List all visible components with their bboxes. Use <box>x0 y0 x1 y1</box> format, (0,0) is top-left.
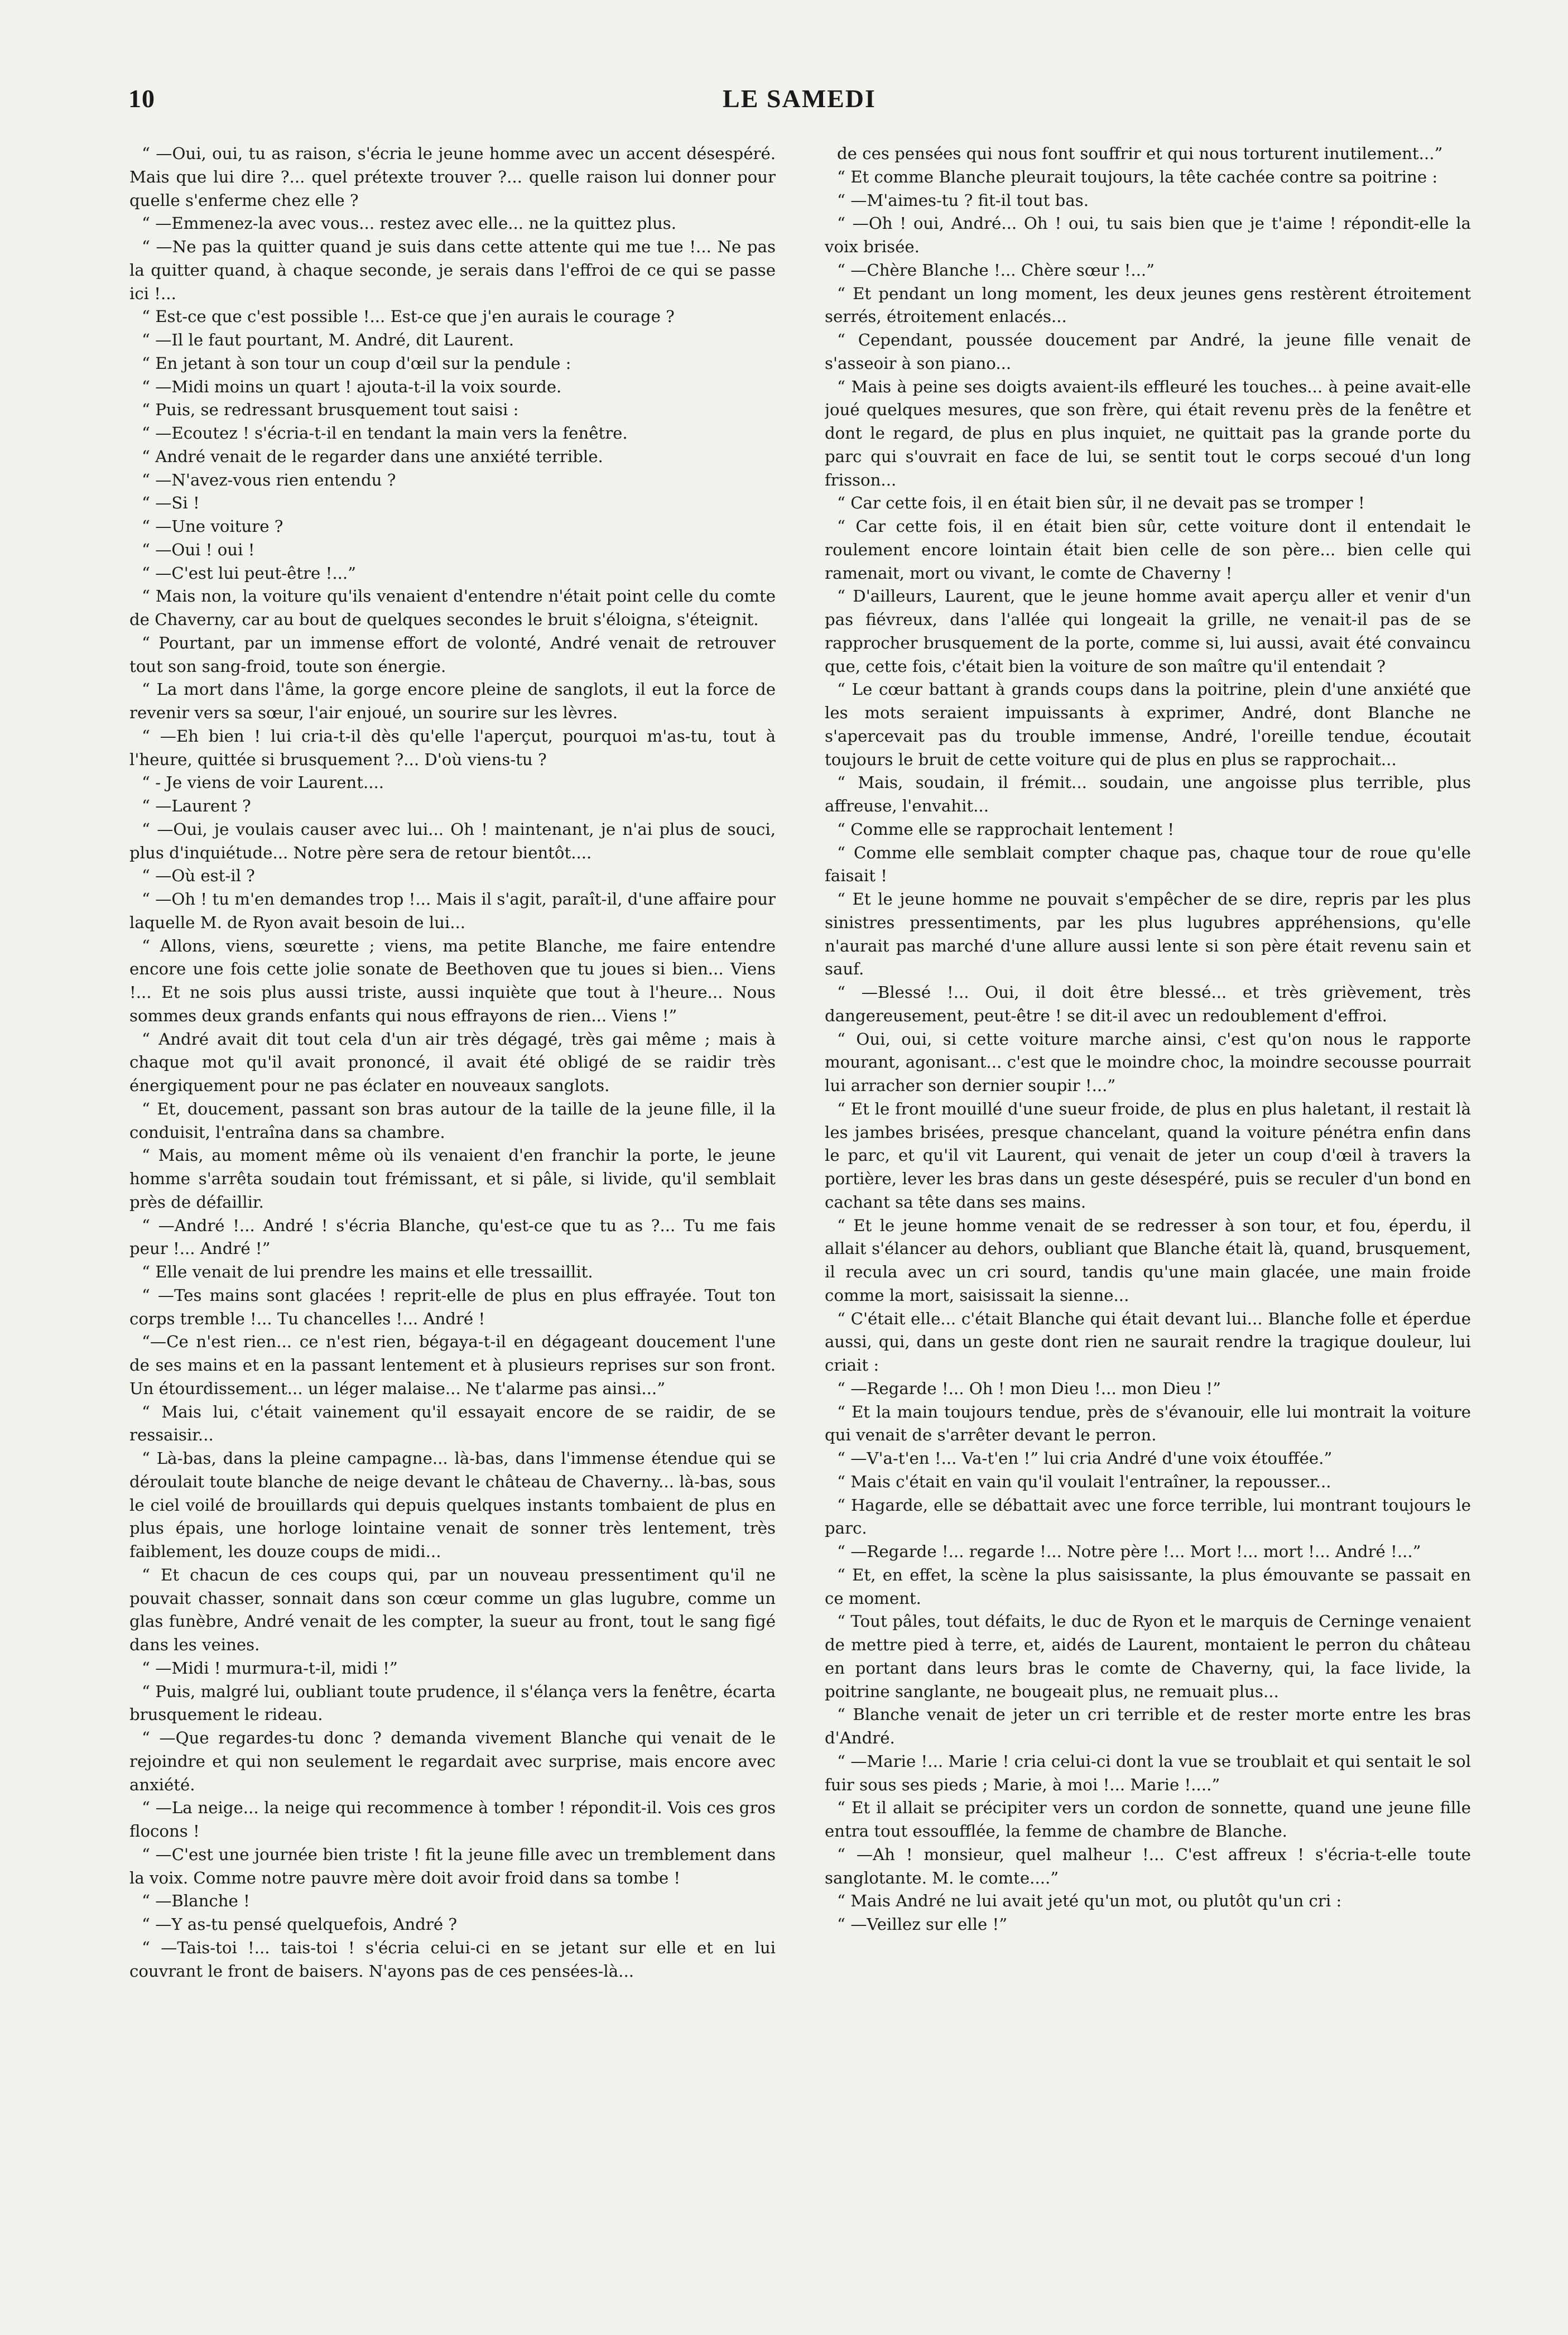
paragraph: “ —André !... André ! s'écria Blanche, qu'est-ce que tu as ?... Tu me fais peur !... André !” <box>129 1215 776 1258</box>
page-header <box>128 84 1470 112</box>
paragraph: “ —Oh ! tu m'en demandes trop !... Mais il s'agit, paraît-il, d'une affaire pour laquelle M. de Ryon avait besoin de lui... <box>129 890 776 932</box>
paragraph: “ Mais non, la voiture qu'ils venaient d'entendre n'était point celle du comte de Chaverny, car au bout de quelques secondes le bruit s'éloigna, s'éteignit. <box>129 587 776 629</box>
paragraph: “ Comme elle semblait compter chaque pas, chaque tour de roue qu'elle faisait ! <box>825 843 1471 886</box>
paragraph: “ —Midi moins un quart ! ajouta-t-il la voix sourde. <box>142 377 562 396</box>
paragraph: “ Comme elle se rapprochait lentement ! <box>837 819 1175 839</box>
paragraph: “ André avait dit tout cela d'un air très dégagé, très gai même ; mais à chaque mot qu'il avait prononcé, il avait été obligé de se raidir très énergiquement pour ne pas éclater en nouveaux sanglots. <box>129 1029 776 1095</box>
paragraph: “ —Si ! <box>142 493 200 513</box>
paragraph: “ —Où est-il ? <box>142 866 255 886</box>
paragraph: “ —Ah ! monsieur, quel malheur !... C'est affreux ! s'écria-t-elle toute sanglotante. M. le comte....” <box>825 1844 1471 1887</box>
paragraph: “ —Oui ! oui ! <box>142 540 255 559</box>
paragraph: “ Et pendant un long moment, les deux jeunes gens restèrent étroitement serrés, étroitement enlacés... <box>825 284 1471 326</box>
paragraph: “ —Blanche ! <box>142 1891 250 1911</box>
paragraph: “ —Tes mains sont glacées ! reprit-elle de plus en plus effrayée. Tout ton corps tremble !... Tu chancelles !... André ! <box>129 1285 776 1328</box>
paragraph: “ —Eh bien ! lui cria-t-il dès qu'elle l'aperçut, pourquoi m'as-tu, tout à l'heure, quittée si brusquement ?... D'où viens-tu ? <box>129 726 776 769</box>
paragraph: “ —Chère Blanche !... Chère sœur !...” <box>837 260 1155 280</box>
paragraph: “ Hagarde, elle se débattait avec une force terrible, lui montrant toujours le parc. <box>825 1495 1471 1538</box>
paragraph: “ Et la main toujours tendue, près de s'évanouir, elle lui montrait la voiture qui venait de s'arrêter devant le perron. <box>825 1402 1471 1445</box>
paragraph: “ Allons, viens, sœurette ; viens, ma petite Blanche, me faire entendre encore une fois cette jolie sonate de Beethoven que tu joues si bien... Viens !... Et ne sois plus aussi triste, aussi inquiète que tout à l'heure... Nous sommes deux grands enfants qui nous effrayons de rien... Viens !” <box>129 936 776 1025</box>
paragraph: “ Et chacun de ces coups qui, par un nouveau pressentiment qu'il ne pouvait chasser, sonnait dans son cœur comme un glas lugubre, comme un glas funèbre, André venait de les compter, la sueur au front, tout le sang figé dans les veines. <box>129 1565 776 1654</box>
paragraph: “ —Ecoutez ! s'écria-t-il en tendant la main vers la fenêtre. <box>142 424 628 443</box>
paragraph: “ —Oui, oui, tu as raison, s'écria le jeune homme avec un accent désespéré. Mais que lui dire ?... quel prétexte trouver ?... quelle raison lui donner pour quelle s'enferme chez elle ? <box>129 144 776 210</box>
paragraph: “ —Que regardes-tu donc ? demanda vivement Blanche qui venait de le rejoindre et qui non seulement le regardait avec surprise, mais encore avec anxiété. <box>129 1728 776 1794</box>
paragraph: “ En jetant à son tour un coup d'œil sur la pendule : <box>142 353 571 373</box>
paragraph: “ Car cette fois, il en était bien sûr, il ne devait pas se tromper ! <box>837 493 1365 513</box>
paragraph: “ —Regarde !... regarde !... Notre père !... Mort !... mort !... André !...” <box>837 1542 1421 1561</box>
paragraph: “ Là-bas, dans la pleine campagne... là-bas, dans l'immense étendue qui se déroulait toute blanche de neige devant le château de Chaverny... là-bas, sous le ciel voilé de brouillards qui depuis quelques instants tombaient de plus en plus épais, une horloge lointaine venait de sonner très lentement, très faiblement, les douze coups de midi... <box>129 1449 776 1561</box>
paragraph: “ Et, doucement, passant son bras autour de la taille de la jeune fille, il la conduisit, l'entraîna dans sa chambre. <box>129 1099 776 1142</box>
paragraph: “ Est-ce que c'est possible !... Est-ce que j'en aurais le courage ? <box>142 307 675 326</box>
paragraph: de ces pensées qui nous font souffrir et qui nous torturent inutilement...” <box>837 144 1443 163</box>
paragraph: “ Et le jeune homme venait de se redresser à son tour, et fou, éperdu, il allait s'élancer au dehors, oubliant que Blanche était là, quand, brusquement, il recula avec un cri sourd, tandis qu'une main glacée, une main froide comme la mort, saisissait la sienne... <box>825 1215 1471 1305</box>
paragraph: “ Puis, malgré lui, oubliant toute prudence, il s'élança vers la fenêtre, écarta brusquement le rideau. <box>129 1681 776 1724</box>
paragraph: “ La mort dans l'âme, la gorge encore pleine de sanglots, il eut la force de revenir vers sa sœur, l'air enjoué, un sourire sur les lèvres. <box>129 680 776 722</box>
paragraph: “—Ce n'est rien... ce n'est rien, bégaya-t-il en dégageant doucement l'une de ses mains et en la passant lentement et à plusieurs reprises sur son front. Un étourdissement... un léger malaise... Ne t'alarme pas ainsi...” <box>129 1332 776 1398</box>
paragraph: “ Et comme Blanche pleurait toujours, la tête cachée contre sa poitrine : <box>837 167 1438 186</box>
paragraph: “ Mais, au moment même où ils venaient d'en franchir la porte, le jeune homme s'arrêta soudain tout frémissant, et si pâle, si livide, qu'il semblait près de défaillir. <box>129 1146 776 1212</box>
paragraph: “ —Emmenez-la avec vous... restez avec elle... ne la quittez plus. <box>142 214 676 233</box>
paragraph: “ Mais à peine ses doigts avaient-ils effleuré les touches... à peine avait-elle joué quelques mesures, que son frère, qui était revenu près de la fenêtre et dont le regard, de plus en plus inquiet, ne quittait pas la grande porte du parc qui s'ouvrait en face de lui, se sentit tout le corps secoué d'un long frisson... <box>825 377 1471 489</box>
paragraph: “ —Y as-tu pensé quelquefois, André ? <box>142 1915 458 1934</box>
paragraph: “ —Midi ! murmura-t-il, midi !” <box>142 1658 398 1678</box>
paragraph: “ —Une voiture ? <box>142 517 283 536</box>
paragraph: “ André venait de le regarder dans une anxiété terrible. <box>142 446 603 466</box>
paragraph: “ - Je viens de voir Laurent.... <box>142 773 384 792</box>
paragraph: “ —Oh ! oui, André... Oh ! oui, tu sais bien que je t'aime ! répondit-elle la voix brisée. <box>825 214 1471 256</box>
paragraph: “ —Blessé !... Oui, il doit être blessé... et très grièvement, très dangereusement, peut-être ! se dit-il avec un redoublement d'effroi. <box>825 983 1471 1025</box>
paragraph: “ —V'a-t'en !... Va-t'en !” lui cria André d'une voix étouffée.” <box>837 1449 1333 1468</box>
paragraph: “ —Marie !... Marie ! cria celui-ci dont la vue se troublait et qui sentait le sol fuir sous ses pieds ; Marie, à moi !... Marie !....” <box>825 1751 1471 1794</box>
paragraph: “ Oui, oui, si cette voiture marche ainsi, c'est qu'on nous le rapporte mourant, agonisant... c'est que le moindre choc, la moindre secousse pourrait lui arracher son dernier soupir !...” <box>825 1029 1471 1095</box>
paragraph: “ Car cette fois, il en était bien sûr, cette voiture dont il entendait le roulement encore lointain était bien celle de son père... bien celle qui ramenait, mort ou vivant, le comte de Chaverny ! <box>825 517 1471 583</box>
paragraph: “ —C'est lui peut-être !...” <box>142 563 357 583</box>
paragraph: “ D'ailleurs, Laurent, que le jeune homme avait aperçu aller et venir d'un pas fiévreux, dans l'allée qui longeait la grille, ne venait-il pas de se rapprocher brusquement de la porte, comme si, lui aussi, avait été convaincu que, cette fois, c'était bien la voiture de son maître qu'il entendait ? <box>825 587 1471 676</box>
paragraph: “ Le cœur battant à grands coups dans la poitrine, plein d'une anxiété que les mots seraient impuissants à exprimer, André, dont Blanche ne s'apercevait pas du trouble immense, André, l'oreille tendue, écoutait toujours le bruit de cette voiture qui de plus en plus se rapprochait... <box>825 680 1471 769</box>
paragraph: “ Mais lui, c'était vainement qu'il essayait encore de se raidir, de se ressaisir... <box>129 1402 776 1445</box>
paragraph: “ —C'est une journée bien triste ! fit la jeune fille avec un tremblement dans la voix. Comme notre pauvre mère doit avoir froid dans sa tombe ! <box>129 1844 776 1887</box>
paragraph: “ —Veillez sur elle !” <box>837 1915 1008 1934</box>
paragraph: “ —Laurent ? <box>142 796 251 815</box>
paragraph: “ Cependant, poussée doucement par André, la jeune fille venait de s'asseoir à son piano... <box>825 330 1471 373</box>
magazine-title: LE SAMEDI <box>723 84 876 113</box>
paragraph: “ Mais c'était en vain qu'il voulait l'entraîner, la repousser... <box>837 1472 1331 1491</box>
right-text-column <box>825 142 1471 2296</box>
paragraph: “ Tout pâles, tout défaits, le duc de Ryon et le marquis de Cerninge venaient de mettre pied à terre, et, aidés de Laurent, montaient le perron du château en portant dans leurs bras le comte de Chaverny, qui, la face livide, la poitrine sanglante, ne bougeait plus, ne remuait plus... <box>825 1612 1471 1701</box>
paragraph: “ —Regarde !... Oh ! mon Dieu !... mon Dieu !” <box>837 1378 1221 1398</box>
paragraph: “ —Tais-toi !... tais-toi ! s'écria celui-ci en se jetant sur elle et en lui couvrant le front de baisers. N'ayons pas de ces pensées-là... <box>129 1938 776 1981</box>
paragraph: “ Mais André ne lui avait jeté qu'un mot, ou plutôt qu'un cri : <box>837 1891 1342 1911</box>
paragraph: “ Et, en effet, la scène la plus saisissante, la plus émouvante se passait en ce moment. <box>825 1565 1471 1608</box>
paragraph: “ —Oui, je voulais causer avec lui... Oh ! maintenant, je n'ai plus de souci, plus d'inquiétude... Notre père sera de retour bientôt.... <box>129 819 776 862</box>
paragraph: “ Pourtant, par un immense effort de volonté, André venait de retrouver tout son sang-froid, toute son énergie. <box>129 633 776 676</box>
paragraph: “ —La neige... la neige qui recommence à tomber ! répondit-il. Vois ces gros flocons ! <box>129 1798 776 1841</box>
paragraph: “ Mais, soudain, il frémit... soudain, une angoisse plus terrible, plus affreuse, l'envahit... <box>825 773 1471 815</box>
paragraph: “ Blanche venait de jeter un cri terrible et de rester morte entre les bras d'André. <box>825 1705 1471 1747</box>
page-number: 10 <box>128 84 155 113</box>
paragraph: “ Et le front mouillé d'une sueur froide, de plus en plus haletant, il restait là les jambes brisées, presque chancelant, quand la voiture pénétra enfin dans le parc, et qu'il vit Laurent, qui venait de jeter un coup d'œil à travers la portière, lever les bras dans un geste désespéré, puis se reculer d'un bond en cachant sa tête dans ses mains. <box>825 1099 1471 1212</box>
paragraph: “ —N'avez-vous rien entendu ? <box>142 470 396 489</box>
left-text-column <box>129 142 776 2296</box>
paragraph: “ Elle venait de lui prendre les mains et elle tressaillit. <box>142 1262 593 1281</box>
paragraph: “ Puis, se redressant brusquement tout saisi : <box>142 400 519 420</box>
paragraph: “ C'était elle... c'était Blanche qui était devant lui... Blanche folle et éperdue aussi, qui, dans un geste dont rien ne saurait rendre la tragique douleur, lui criait : <box>825 1309 1471 1375</box>
paragraph: “ Et il allait se précipiter vers un cordon de sonnette, quand une jeune fille entra tout essoufflée, la femme de chambre de Blanche. <box>825 1798 1471 1841</box>
paragraph: “ Et le jeune homme ne pouvait s'empêcher de se dire, repris par les plus sinistres pressentiments, par les plus lugubres appréhensions, qu'elle n'aurait pas marché d'une allure aussi lente si son père était revenu sain et sauf. <box>825 890 1471 979</box>
paragraph: “ —M'aimes-tu ? fit-il tout bas. <box>837 190 1089 210</box>
paragraph: “ —Ne pas la quitter quand je suis dans cette attente qui me tue !... Ne pas la quitter quand, à chaque seconde, je serais dans l'effroi de ce qui se passe ici !... <box>129 237 776 303</box>
paragraph: “ —Il le faut pourtant, M. André, dit Laurent. <box>142 330 514 349</box>
